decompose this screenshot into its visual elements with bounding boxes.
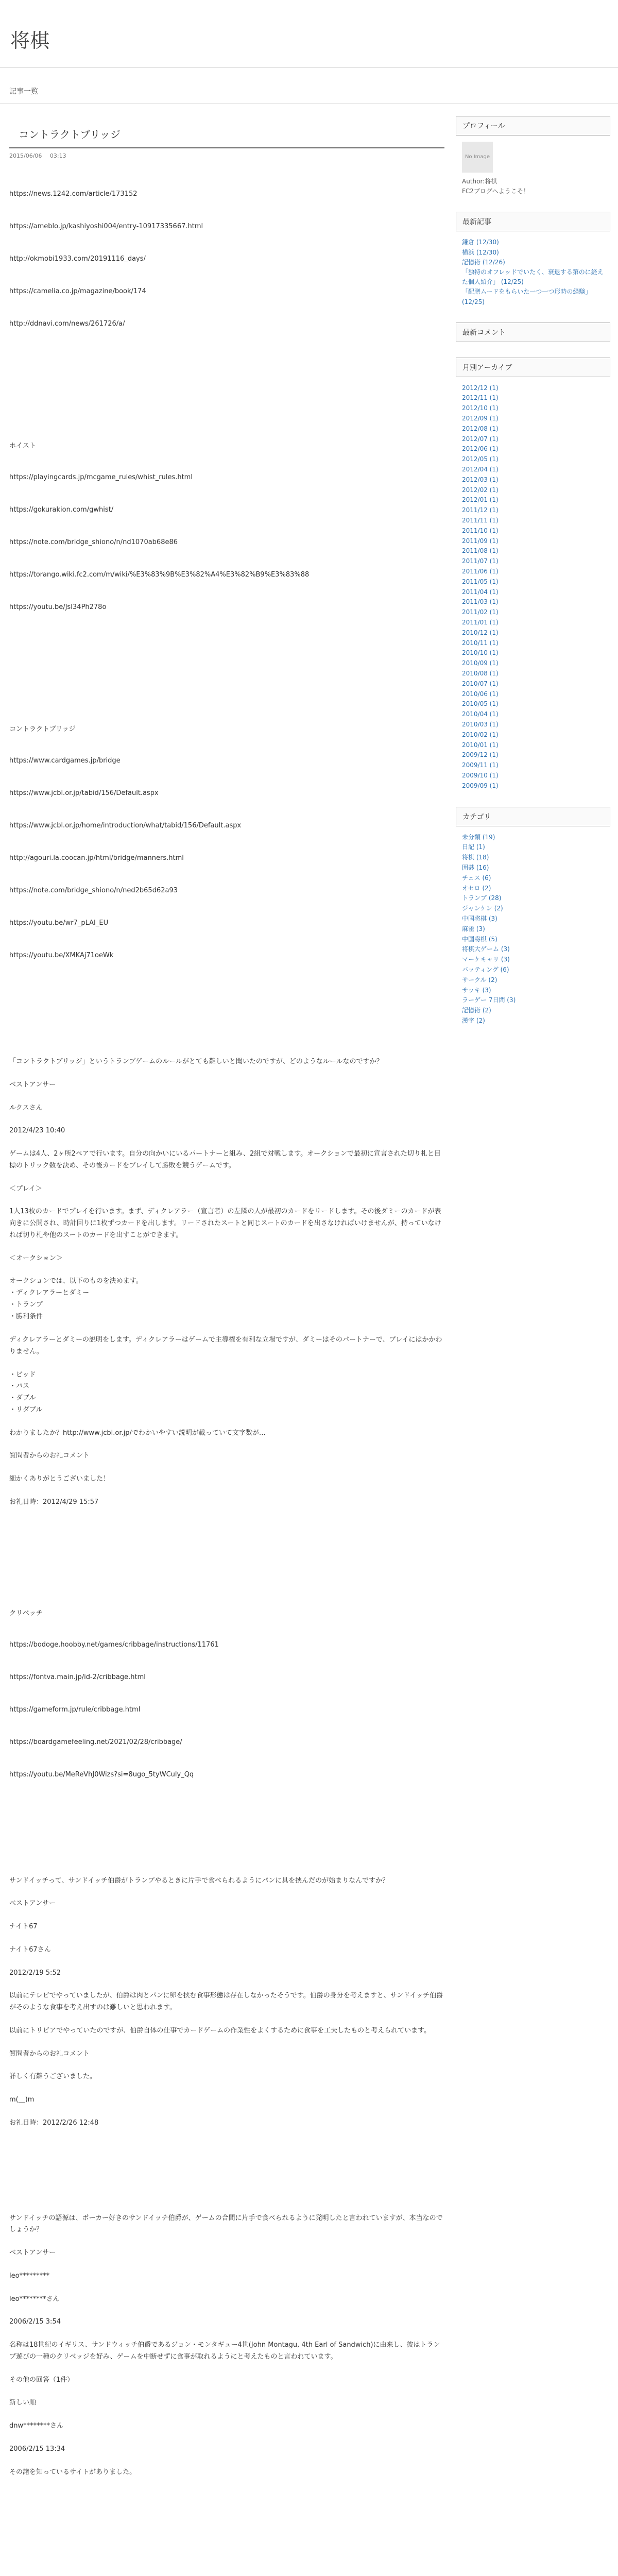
archive-month-link[interactable]: 2012/02 (1) [462,486,499,494]
category-link[interactable]: 漢字 (2) [462,1016,485,1024]
q2-thanks-body: 詳しく有難うございました。 [9,2073,97,2081]
post-link[interactable]: https://youtu.be/MeReVhJ0Wizs?si=8ugo_5tyWCuly_Qq [9,1770,194,1778]
author-label: Author:将棋 [462,178,497,185]
archive-month-link[interactable]: 2009/10 (1) [462,771,499,779]
answer-datetime: 2012/4/23 10:40 [9,1127,65,1135]
main-content [9,116,444,2489]
q2-datetime: 2012/2/19 5:52 [9,1969,61,1977]
post-link[interactable]: http://ddnavi.com/news/261726/a/ [9,320,125,328]
archive-month-link[interactable]: 2010/06 (1) [462,690,499,698]
post-link[interactable]: https://bodoge.hoobby.net/games/cribbage/instructions/11761 [9,1640,219,1649]
archive-month-link[interactable]: 2010/04 (1) [462,710,499,718]
spacer [9,636,444,708]
archive-month-link[interactable]: 2010/05 (1) [462,700,499,708]
category-link[interactable]: マーケキャリ (3) [462,956,510,963]
q3-sort[interactable]: 新しい順 [9,2399,37,2407]
nav-bar [0,67,618,104]
post-title: コントラクトブリッジ [9,126,444,148]
archive-month-link[interactable]: 2011/08 (1) [462,547,499,555]
category-link[interactable]: 中国将棋 (5) [462,935,497,943]
answerer-name: ルクスさん [9,1104,43,1112]
archive-month-link[interactable]: 2010/07 (1) [462,680,499,687]
answer-closing: わかりましたか？http://www.jcbl.or.jp/でわかいやすい説明が載っていて文字数が… [9,1429,266,1437]
thanks-body: 細かくありがとうございました！ [9,1475,110,1483]
best-answer-label: ベストアンサー [9,1080,56,1089]
category-link[interactable]: 麻雀 (3) [462,925,485,933]
post-link[interactable]: https://gameform.jp/rule/cribbage.html [9,1705,141,1714]
post-link[interactable]: https://www.cardgames.jp/bridge [9,757,121,765]
archive-month-link[interactable]: 2011/12 (1) [462,506,499,514]
post-date: 2015/06/06 [9,152,42,159]
answer-auction-body: オークションでは、以下のものを決めます。 ・ディクレアラーとダミー ・トランプ ・勝利条件 ディクレアラーとダミーの説明をします。ディクレアラーはゲームで主導権を有利な立場ですが、ダミーはそのパートナーで、プレイにはかかわりません。 [9,1277,442,1355]
recent-post-link[interactable]: 「独特のオフレッドでいたく、衰退する第のに経えた個人紹介」 (12/25) [462,268,604,286]
category-link[interactable]: バッティング (6) [462,965,509,973]
category-link[interactable]: 記憶術 (2) [462,1007,491,1014]
post-link[interactable]: https://note.com/bridge_shiono/n/nd1070ab68e86 [9,538,178,546]
q3-other-user: dnw********さん [9,2422,64,2430]
q2-thanks-label: 質問者からのお礼コメント [9,2049,90,2058]
thanks-label: 質問者からのお礼コメント [9,1452,90,1460]
section-cribbage: クリベッチ [9,1609,43,1617]
answer-section-play: ＜プレイ＞ [9,1184,42,1193]
thanks-datetime: お礼日時：2012/4/29 15:57 [9,1498,99,1506]
archive-month-link[interactable]: 2012/08 (1) [462,425,499,432]
archive-month-link[interactable]: 2011/06 (1) [462,568,499,575]
links-whist [9,473,444,611]
archive-month-link[interactable]: 2011/01 (1) [462,619,499,626]
spacer [9,984,444,1056]
category-link[interactable]: 囲碁 (16) [462,863,489,871]
links-cribbage [9,1641,444,1778]
category-link[interactable]: 将棋大ゲーム (3) [462,945,510,953]
archive-month-link[interactable]: 2010/08 (1) [462,670,499,677]
q2-answerer-sub: ナイト67さん [9,1945,51,1954]
site-header [0,0,618,67]
widget-title: カテゴリ [456,807,610,826]
category-link[interactable]: ジャンケン (2) [462,905,503,912]
archive-month-link[interactable]: 2012/05 (1) [462,455,499,463]
sidebar [456,116,610,1042]
q3-other-datetime: 2006/2/15 13:34 [9,2445,65,2453]
post-link[interactable]: https://camelia.co.jp/magazine/book/174 [9,287,146,295]
post-link[interactable]: https://www.jcbl.or.jp/home/introduction/what/tabid/156/Default.aspx [9,822,242,829]
post-link[interactable]: https://gokurakion.com/gwhist/ [9,506,114,514]
post-link[interactable]: https://youtu.be/JsI34Ph278o [9,603,107,611]
category-link[interactable]: サークル (2) [462,976,497,984]
archive-month-link[interactable]: 2011/07 (1) [462,557,499,565]
post-time: 03:13 [49,152,66,159]
archive-month-link[interactable]: 2011/09 (1) [462,537,499,545]
links-bridge [9,757,444,959]
q3-other-label: その他の回答（1件） [9,2376,74,2384]
section-bridge: コントラクトブリッジ [9,725,76,733]
archive-month-link[interactable]: 2012/11 (1) [462,394,499,402]
archive-month-link[interactable]: 2010/01 (1) [462,741,499,749]
category-link[interactable]: 中国将棋 (3) [462,914,497,922]
q2-thanks-sub: m(__)m [9,2096,35,2104]
recent-post-link[interactable]: 「配膳ムードをもらいた一つ一つ形時の経験」 (12/25) [462,288,592,306]
category-link[interactable]: 未分類 (19) [462,833,495,841]
post-link[interactable]: https://note.com/bridge_shiono/n/ned2b65d62a93 [9,887,178,894]
archive-month-link[interactable]: 2010/12 (1) [462,629,499,636]
section-whist: ホイスト [9,442,36,450]
answer-play-body: 1人13枚のカードでプレイを行います。まず、ディクレアラー（宣言者）の左隣の人が最初のカードをリードします。その後ダミーのカードが表向きに公開され、時計回りに1枚ずつカードを出します。リードされたスートと同じスートのカードを出さなければいけませんが、持っていなければ切り札や他のスートのカードを出すことができます。 [9,1208,441,1239]
widget-title: 最新記事 [456,212,610,231]
archive-month-link[interactable]: 2011/02 (1) [462,608,499,616]
archive-month-link[interactable]: 2011/05 (1) [462,578,499,585]
spacer [9,2141,444,2213]
q3-datetime: 2006/2/15 3:54 [9,2318,61,2326]
category-link[interactable]: サッキ (3) [462,986,491,994]
archive-list [456,383,610,791]
archive-month-link[interactable]: 2009/11 (1) [462,761,499,769]
archive-widget [456,358,610,791]
nav-article-list[interactable]: 記事一覧 [9,88,38,96]
post-link[interactable]: https://youtu.be/wr7_pLAI_EU [9,919,109,927]
archive-month-link[interactable]: 2012/10 (1) [462,404,499,412]
category-link[interactable]: 将棋 (18) [462,854,489,861]
spacer [9,1520,444,1592]
post-link[interactable]: https://youtu.be/XMKAj71oeWk [9,952,114,959]
spacer [9,352,444,425]
q3-other-body: その諸を知っているサイトがありました。 [9,2468,136,2476]
post-link[interactable]: https://ameblo.jp/kashiyoshi004/entry-10917335667.html [9,223,203,230]
spacer [9,1803,444,1875]
profile-widget [456,116,610,196]
post-link[interactable]: https://fontva.main.jp/id-2/cribbage.html [9,1673,146,1681]
q2-best-label: ベストアンサー [9,1900,56,1908]
answer-section-auction: ＜オークション＞ [9,1254,63,1262]
category-list [456,833,610,1026]
answer-body: ゲームは4人、2ヶ所2ペアで行います。自分の向かいにいるパートナーと組み、2組で対戦します。オークションで最初に宣言された切り札と目標のトリック数を決め、その後カードをプレイして勝敗を競うゲームです。 [9,1150,441,1170]
avatar: No Image [462,142,493,173]
archive-month-link[interactable]: 2011/03 (1) [462,598,499,606]
archive-month-link[interactable]: 2012/03 (1) [462,476,499,483]
category-link[interactable]: 日記 (1) [462,843,485,851]
post-meta [9,152,444,159]
widget-title: プロフィール [456,116,610,135]
links-a [9,190,444,328]
category-link[interactable]: チェス (6) [462,874,491,882]
widget-title: 最新コメント [456,323,610,342]
archive-month-link[interactable]: 2011/11 (1) [462,517,499,524]
post-link[interactable]: https://boardgamefeeling.net/2021/02/28/cribbage/ [9,1738,182,1746]
category-link[interactable]: ラーゲー 7日間 (3) [462,996,516,1004]
widget-title: 月別アーカイブ [456,358,610,377]
site-title[interactable]: 将棋 [10,29,50,52]
q3-best-label: ベストアンサー [9,2249,56,2257]
category-link[interactable]: オセロ (2) [462,884,491,892]
archive-month-link[interactable]: 2012/01 (1) [462,496,499,504]
q3-answerer: leo********* [9,2272,50,2280]
category-link[interactable]: トランプ (28) [462,894,502,902]
recent-comments-widget [456,323,610,342]
archive-month-link[interactable]: 2010/02 (1) [462,731,499,738]
archive-month-link[interactable]: 2012/12 (1) [462,384,499,392]
q3-text: サンドイッチの語源は、ポーカー好きのサンドイッチ伯爵が、ゲームの合間に片手で食べられるように発明したと言われていますが、本当なのでしょうか？ [9,2214,443,2234]
recent-post-link[interactable]: 記憶術 (12/26) [462,258,505,266]
post-link[interactable]: https://torango.wiki.fc2.com/m/wiki/%E3%83%9B%E3%82%A4%E3%82%B9%E3%83%88 [9,571,310,579]
archive-month-link[interactable]: 2009/09 (1) [462,782,499,789]
archive-month-link[interactable]: 2009/12 (1) [462,751,499,759]
archive-month-link[interactable]: 2012/04 (1) [462,466,499,473]
archive-month-link[interactable]: 2011/10 (1) [462,527,499,534]
post-link[interactable]: https://playingcards.jp/mcgame_rules/whist_rules.html [9,473,193,481]
post-link[interactable]: https://news.1242.com/article/173152 [9,190,138,198]
recent-posts-widget [456,212,610,307]
post-link[interactable]: http://agouri.la.coocan.jp/html/bridge/manners.html [9,854,184,862]
archive-month-link[interactable]: 2011/04 (1) [462,588,499,596]
q2-body: 以前にテレビでやっていましたが、伯爵は肉とパンに卵を挟む食事形態は存在しなかったそうです。伯爵の身分を考えますと、サンドイッチ伯爵がそのような食事を考え出すのは難しいと思われます。 [9,1992,443,2011]
answer-action-list: ・ビッド ・パス ・ダブル ・リダブル [9,1370,43,1414]
recent-post-link[interactable]: 鎌倉 (12/30) [462,239,499,246]
post-link[interactable]: http://okmobi1933.com/20191116_days/ [9,255,146,263]
archive-month-link[interactable]: 2010/03 (1) [462,720,499,728]
recent-post-link[interactable]: 横浜 (12/30) [462,248,499,256]
archive-month-link[interactable]: 2012/06 (1) [462,445,499,453]
welcome-text: FC2ブログへようこそ！ [462,188,529,195]
archive-month-link[interactable]: 2012/07 (1) [462,435,499,443]
archive-month-link[interactable]: 2010/11 (1) [462,639,499,647]
q3-body: 名称は18世紀のイギリス、サンドウィッチ伯爵であるジョン・モンタギュー4世(John Montagu, 4th Earl of Sandwich)に由来し、彼はトランプ遊びの一種のクリベッジを好み、ゲームを中断せずに食事が取れるようにと考えたものと言われています。 [9,2341,440,2361]
archive-month-link[interactable]: 2012/09 (1) [462,415,499,422]
q3-answerer-sub: leo********さん [9,2295,60,2303]
q2-body-2: 以前にトリビアでやっていたのですが、伯爵自体の仕事でカードゲームの作業性をよくするために食事を工夫したものと考えられています。 [9,2026,431,2035]
q2-text: サンドイッチって、サンドイッチ伯爵がトランプやるときに片手で食べられるようにパンに具を挟んだのが始まりなんですか？ [9,1876,389,1885]
post-link[interactable]: https://www.jcbl.or.jp/tabid/156/Default.aspx [9,789,159,797]
archive-month-link[interactable]: 2010/09 (1) [462,659,499,667]
q2-answerer: ナイト67 [9,1923,38,1930]
q2-thanks-datetime: お礼日時：2012/2/26 12:48 [9,2119,99,2127]
archive-month-link[interactable]: 2010/10 (1) [462,649,499,657]
question-text: 「コントラクトブリッジ」というトランプゲームのルールがとても難しいと聞いたのですが、どのようなルールなのですか？ [9,1058,383,1065]
category-widget [456,807,610,1026]
